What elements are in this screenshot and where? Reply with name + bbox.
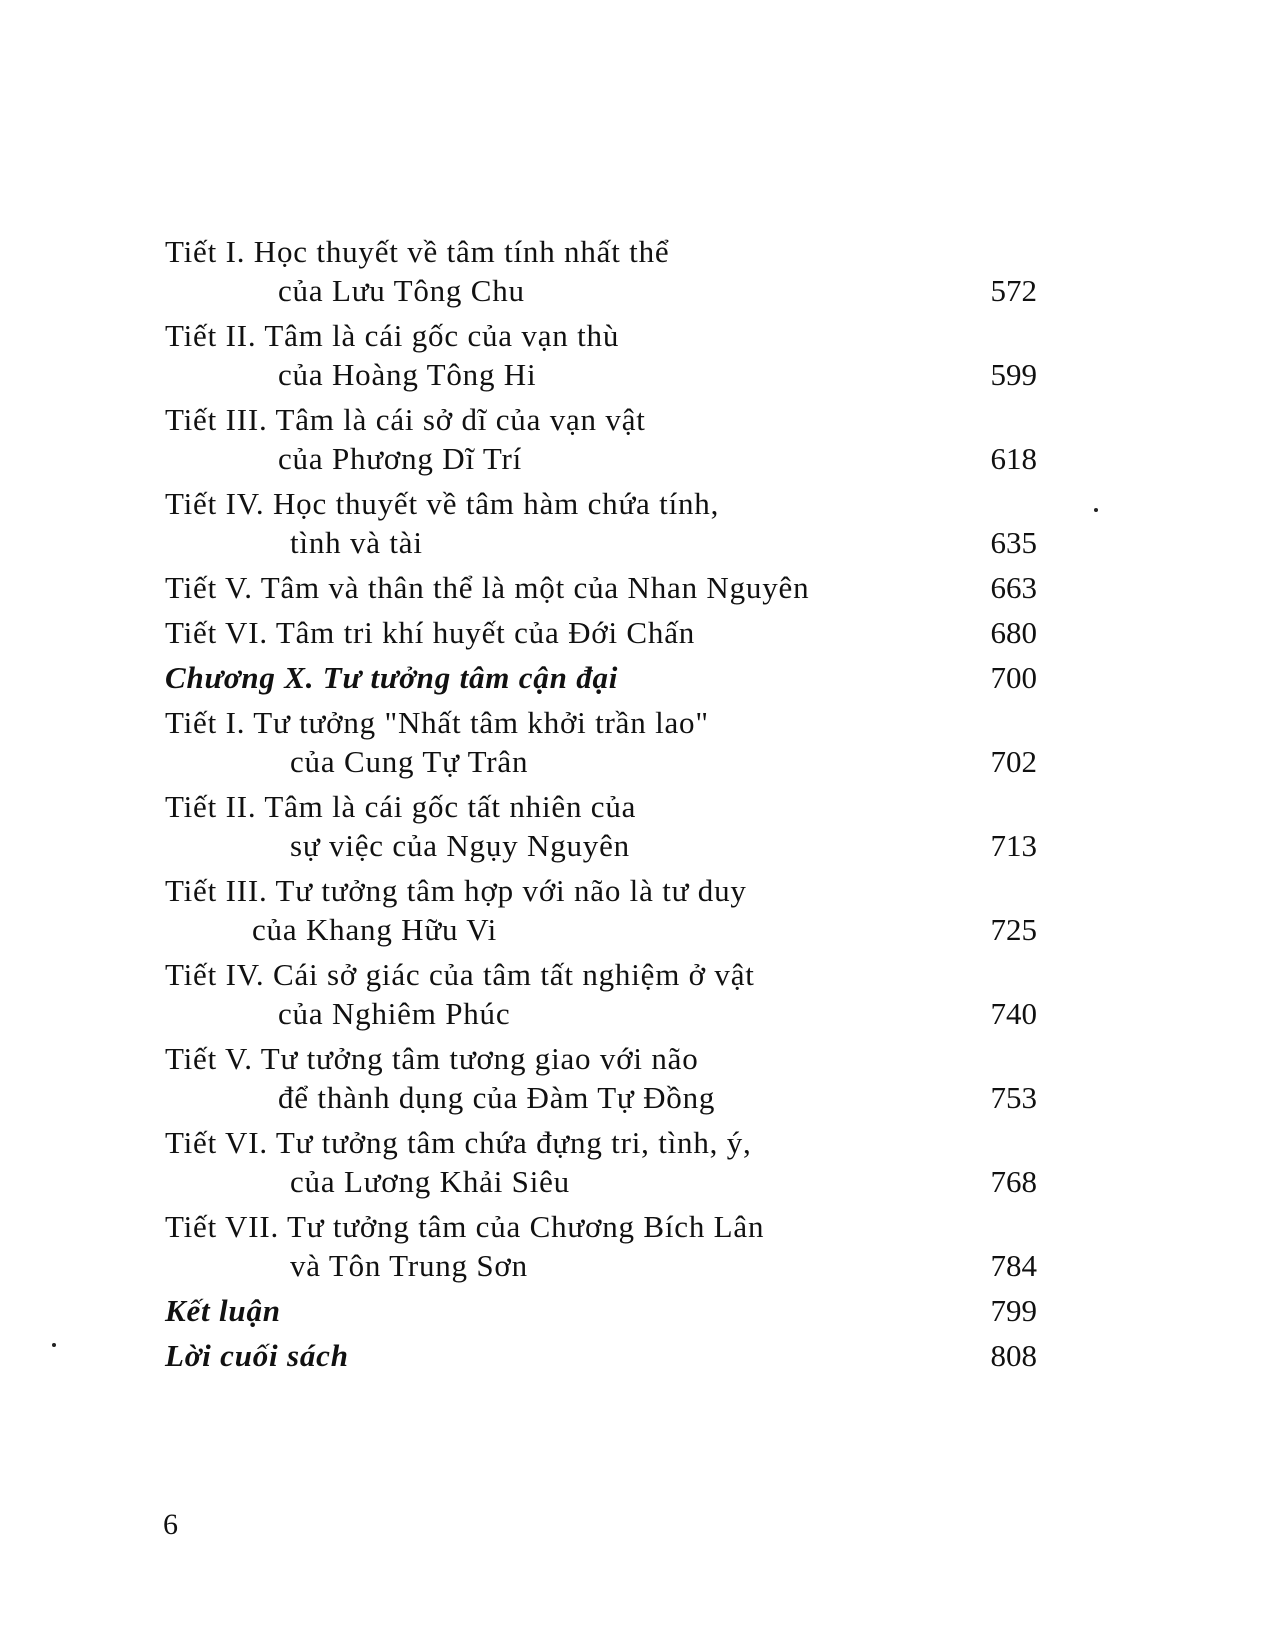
toc-chapter-entry <box>165 658 1037 697</box>
toc-entry-title <box>165 1336 957 1375</box>
toc-entry <box>165 232 1037 310</box>
toc-page-number: 635 <box>990 525 1037 560</box>
toc-entry-line: Tiết V. Tư tưởng tâm tương giao với não <box>165 1041 699 1076</box>
toc-page-number: 572 <box>990 273 1037 308</box>
toc-page-number: 768 <box>990 1164 1037 1199</box>
toc-entry-line: Tiết I. Tư tưởng "Nhất tâm khởi trần lao" <box>165 705 709 740</box>
scan-speck <box>1094 508 1098 512</box>
toc-chapter-entry <box>165 1336 1037 1375</box>
toc-entry-line: Kết luận <box>165 1293 281 1328</box>
toc-page-number: 799 <box>990 1293 1037 1328</box>
toc-entry-line: của Nghiêm Phúc <box>278 996 511 1031</box>
toc-entry-title <box>165 1291 957 1330</box>
toc-entry-title <box>165 613 957 652</box>
toc-page-number: 599 <box>990 357 1037 392</box>
toc-entry <box>165 1207 1037 1285</box>
toc-page-number: 740 <box>990 996 1037 1031</box>
toc-entry-title <box>165 703 957 781</box>
toc-entry <box>165 955 1037 1033</box>
scan-speck <box>52 1343 56 1347</box>
toc-entry-line: tình và tài <box>290 525 423 560</box>
toc-entry-title <box>165 1123 957 1201</box>
page-number: 6 <box>163 1508 178 1541</box>
toc-entry-line: để thành dụng của Đàm Tự Đồng <box>278 1080 716 1115</box>
toc-entry-line: Chương X. Tư tưởng tâm cận đại <box>165 660 619 695</box>
toc-entry-line: Tiết V. Tâm và thân thể là một của Nhan Nguyên <box>165 570 810 605</box>
toc-chapter-entry <box>165 1291 1037 1330</box>
toc-entry-title <box>165 232 957 310</box>
toc-page-number: 702 <box>990 744 1037 779</box>
toc-entry-title <box>165 484 957 562</box>
toc-page-number: 808 <box>990 1338 1037 1373</box>
toc-page-number: 700 <box>990 660 1037 695</box>
toc-page-number: 680 <box>990 615 1037 650</box>
toc-entry-title <box>165 1207 957 1285</box>
toc-entry <box>165 703 1037 781</box>
toc-entry-title <box>165 400 957 478</box>
toc-entry-title <box>165 871 957 949</box>
toc-page-number: 753 <box>990 1080 1037 1115</box>
toc-entry <box>165 568 1037 607</box>
toc-entry-line: sự việc của Ngụy Nguyên <box>290 828 630 863</box>
toc-entry <box>165 316 1037 394</box>
toc-entry-line: của Hoàng Tông Hi <box>278 357 537 392</box>
toc-entry <box>165 400 1037 478</box>
toc-entry-title <box>165 955 957 1033</box>
toc-entry-line: Tiết IV. Cái sở giác của tâm tất nghiệm ở vật <box>165 957 755 992</box>
toc-entry-line: Lời cuối sách <box>165 1338 349 1373</box>
toc-entry-line: của Khang Hữu Vi <box>252 912 497 947</box>
toc-entry <box>165 1123 1037 1201</box>
toc-page-number: 784 <box>990 1248 1037 1283</box>
toc-entry <box>165 871 1037 949</box>
toc-entry-title <box>165 316 957 394</box>
toc-entry <box>165 1039 1037 1117</box>
toc-entry-line: Tiết IV. Học thuyết về tâm hàm chứa tính, <box>165 486 720 521</box>
toc-entry-line: của Lưu Tông Chu <box>278 273 525 308</box>
toc-page-number: 725 <box>990 912 1037 947</box>
toc-entry-line: Tiết VI. Tâm tri khí huyết của Đới Chấn <box>165 615 696 650</box>
toc-entry-line: Tiết VI. Tư tưởng tâm chứa đựng tri, tình, ý, <box>165 1125 752 1160</box>
toc-entry-title <box>165 1039 957 1117</box>
toc-entry <box>165 613 1037 652</box>
toc-entry-line: Tiết II. Tâm là cái gốc tất nhiên của <box>165 789 637 824</box>
toc-entry-line: Tiết III. Tâm là cái sở dĩ của vạn vật <box>165 402 646 437</box>
toc-entry-line: Tiết VII. Tư tưởng tâm của Chương Bích Lân <box>165 1209 765 1244</box>
toc-page-number: 713 <box>990 828 1037 863</box>
toc-entry-line: và Tôn Trung Sơn <box>290 1248 528 1283</box>
toc-entry-title <box>165 568 957 607</box>
toc-entry <box>165 484 1037 562</box>
toc-page-number: 663 <box>990 570 1037 605</box>
toc-entry <box>165 787 1037 865</box>
toc-entry-line: Tiết III. Tư tưởng tâm hợp với não là tư duy <box>165 873 747 908</box>
toc-entry-line: Tiết I. Học thuyết về tâm tính nhất thể <box>165 234 670 269</box>
table-of-contents <box>165 232 1037 1381</box>
toc-entry-line: của Cung Tự Trân <box>290 744 529 779</box>
toc-entry-line: của Phương Dĩ Trí <box>278 441 523 476</box>
toc-entry-title <box>165 658 957 697</box>
toc-page-number: 618 <box>990 441 1037 476</box>
toc-entry-line: Tiết II. Tâm là cái gốc của vạn thù <box>165 318 620 353</box>
toc-entry-line: của Lương Khải Siêu <box>290 1164 570 1199</box>
toc-entry-title <box>165 787 957 865</box>
